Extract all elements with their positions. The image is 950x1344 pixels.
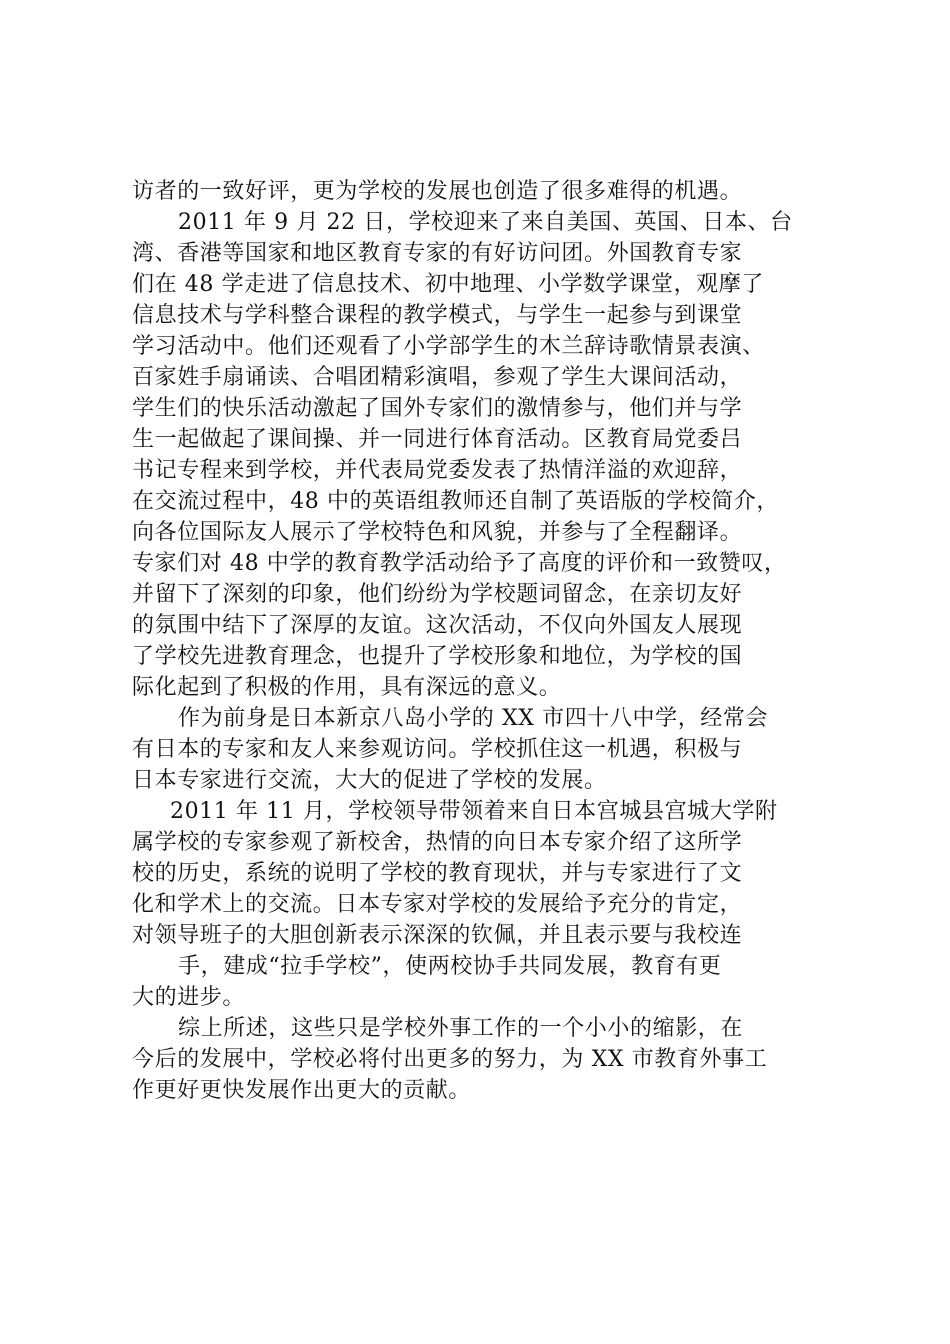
text-line: 属学校的专家参观了新校舍，热情的向日本专家介绍了这所学 — [132, 830, 743, 855]
text-line: 有日本的专家和友人来参观访问。学校抓住这一机遇，积极与 — [132, 737, 743, 762]
text-line: 向各位国际友人展示了学校特色和风貌，并参与了全程翻译。 — [132, 520, 743, 545]
text-line: 对领导班子的大胆创新表示深深的钦佩，并且表示要与我校连 — [132, 923, 743, 948]
text-line: 湾、香港等国家和地区教育专家的有好访问团。外国教育专家 — [132, 241, 743, 266]
text-line: 2011 年 11 月，学校领导带领着来自日本宫城县宫城大学附 — [170, 799, 778, 824]
text-line: 作为前身是日本新京八岛小学的 XX 市四十八中学，经常会 — [178, 706, 769, 731]
text-line: 书记专程来到学校，并代表局党委发表了热情洋溢的欢迎辞， — [132, 458, 743, 483]
text-line: 今后的发展中，学校必将付出更多的努力，为 XX 市教育外事工 — [132, 1047, 768, 1072]
text-line: 信息技术与学科整合课程的教学模式，与学生一起参与到课堂 — [132, 303, 743, 328]
text-line: 作更好更快发展作出更大的贡献。 — [132, 1078, 472, 1103]
text-line: 大的进步。 — [132, 985, 246, 1010]
text-line: 综上所述，这些只是学校外事工作的一个小小的缩影，在 — [178, 1016, 744, 1041]
text-line: 的氛围中结下了深厚的友谊。这次活动，不仅向外国友人展现 — [132, 613, 743, 638]
text-line: 百家姓手扇诵读、合唱团精彩演唱，参观了学生大课间活动， — [132, 365, 743, 390]
text-line: 了学校先进教育理念，也提升了学校形象和地位，为学校的国 — [132, 644, 743, 669]
text-line: 专家们对 48 中学的教育教学活动给予了高度的评价和一致赞叹， — [132, 551, 787, 576]
body-text — [132, 176, 842, 1106]
text-line: 在交流过程中，48 中的英语组教师还自制了英语版的学校简介， — [132, 489, 779, 514]
text-line: 生一起做起了课间操、并一同进行体育活动。区教育局党委吕 — [132, 427, 743, 452]
text-line: 手，建成“拉手学校”，使两校协手共同发展，教育有更 — [178, 954, 722, 979]
text-line: 校的历史，系统的说明了学校的教育现状，并与专家进行了文 — [132, 861, 743, 886]
text-line: 们在 48 学走进了信息技术、初中地理、小学数学课堂，观摩了 — [132, 272, 764, 297]
text-line: 化和学术上的交流。日本专家对学校的发展给予充分的肯定， — [132, 892, 743, 917]
text-line: 际化起到了积极的作用，具有深远的意义。 — [132, 675, 562, 700]
text-line: 访者的一致好评，更为学校的发展也创造了很多难得的机遇。 — [132, 179, 743, 204]
text-line: 并留下了深刻的印象，他们纷纷为学校题词留念，在亲切友好 — [132, 582, 743, 607]
text-line: 2011 年 9 月 22 日，学校迎来了来自美国、英国、日本、台 — [178, 210, 793, 235]
text-line: 学生们的快乐活动激起了国外专家们的激情参与，他们并与学 — [132, 396, 743, 421]
text-line: 学习活动中。他们还观看了小学部学生的木兰辞诗歌情景表演、 — [132, 334, 765, 359]
text-line: 日本专家进行交流，大大的促进了学校的发展。 — [132, 768, 607, 793]
